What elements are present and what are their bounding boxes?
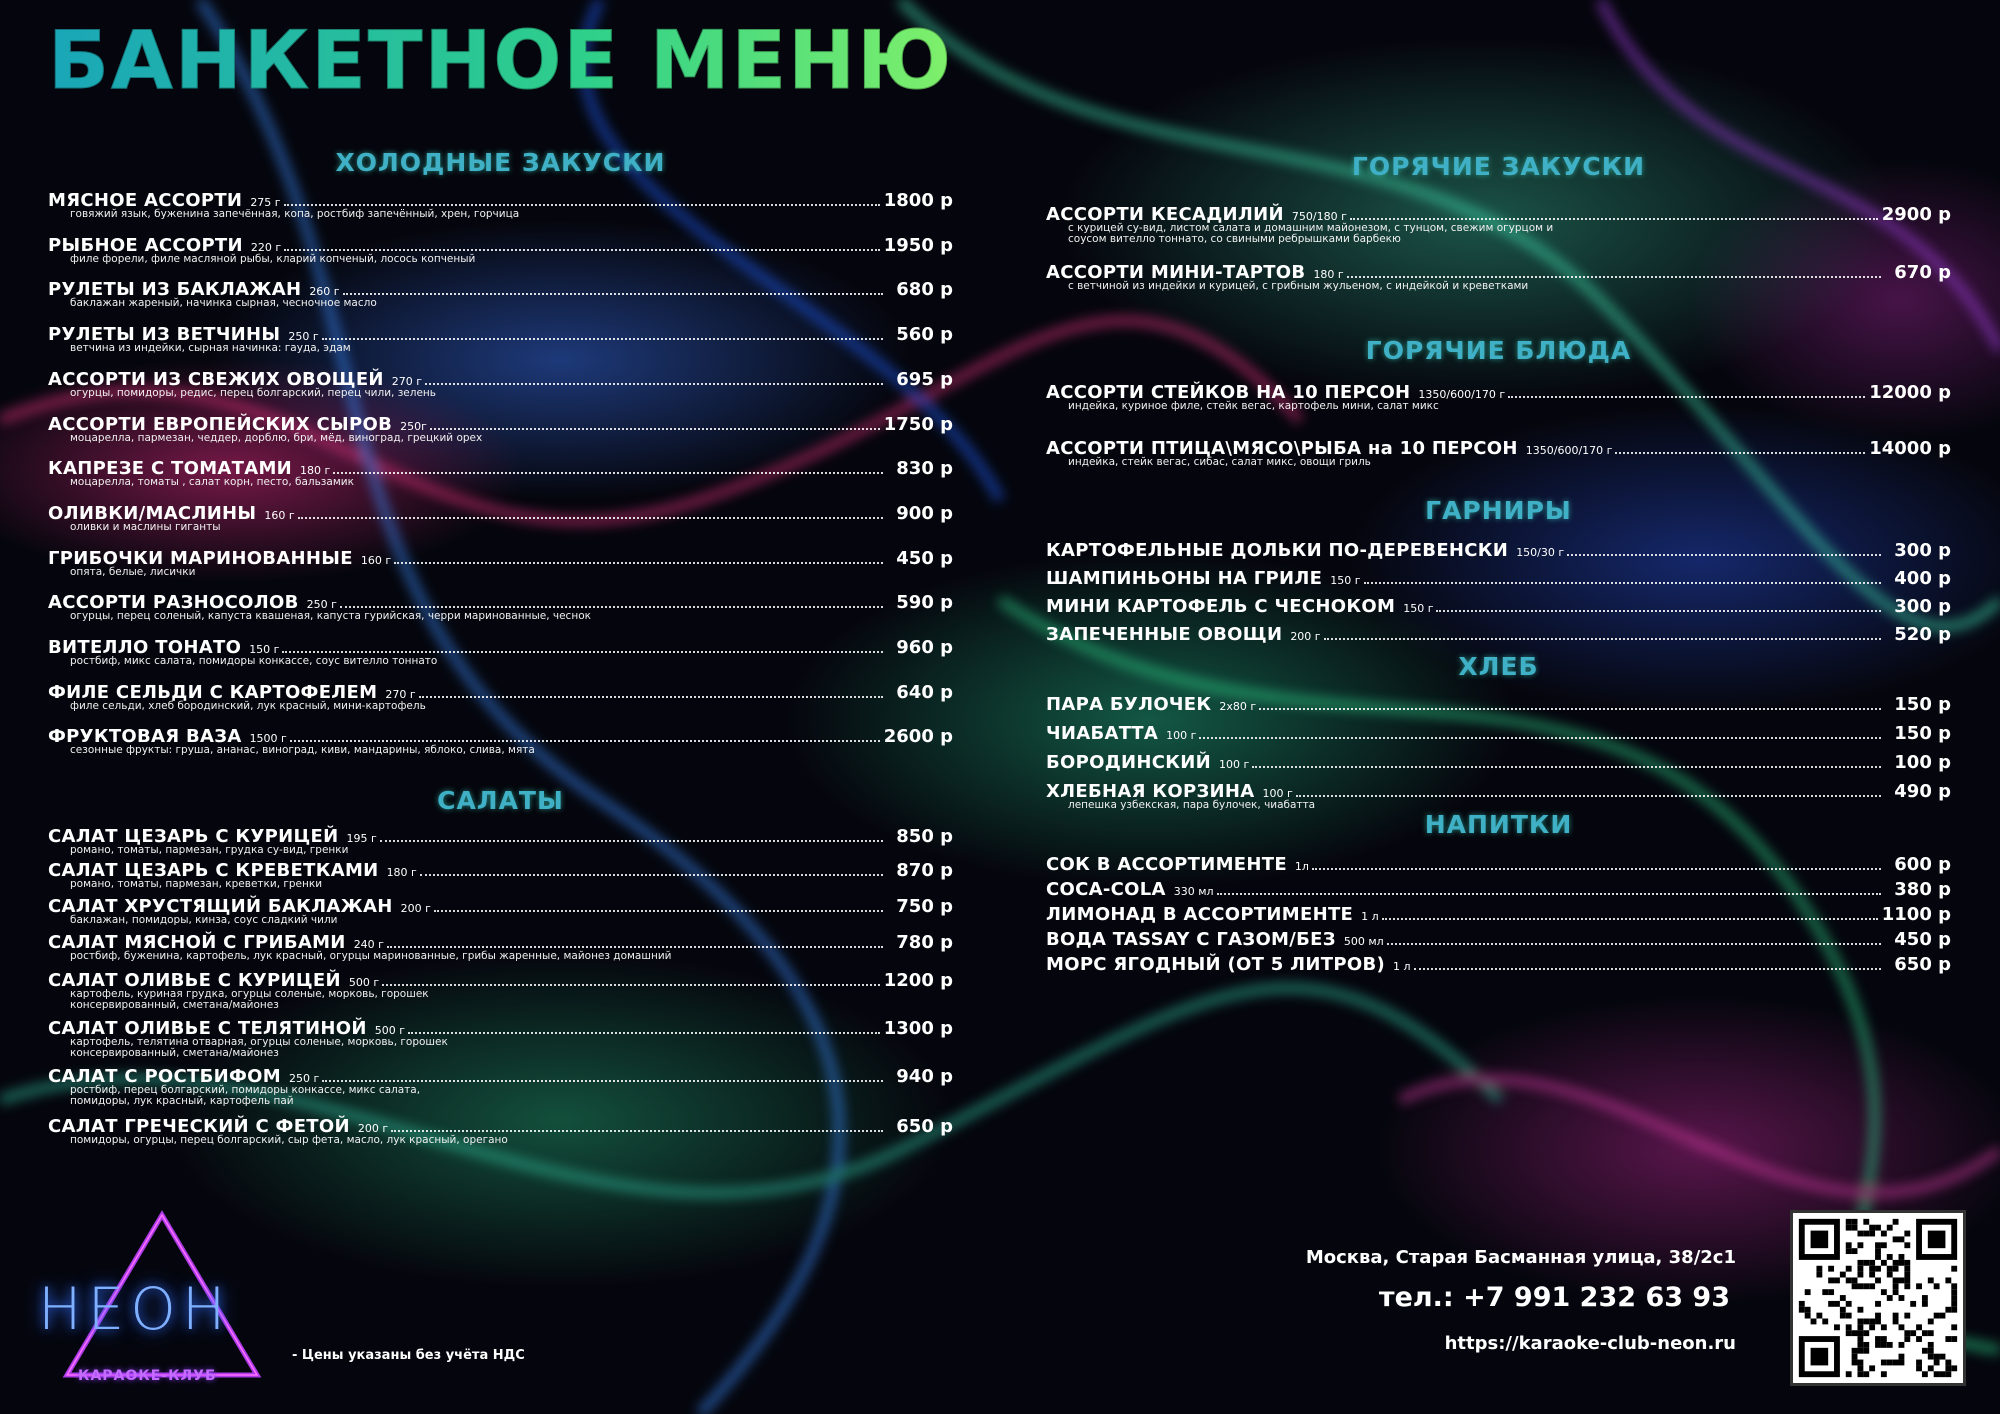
dot-leader xyxy=(419,696,883,698)
item-description: ветчина из индейки, сырная начинка: гауда, эдам xyxy=(70,342,351,355)
item-price: 14000 р xyxy=(1869,438,1951,459)
item-weight: 1 л xyxy=(1361,910,1379,923)
section-cold-snacks xyxy=(48,148,953,768)
item-weight: 250 г xyxy=(306,598,337,612)
item-weight: 150/30 г xyxy=(1516,546,1565,559)
item-description: моцарелла, пармезан, чеддер, дорблю, бри, мёд, виноград, грецкий орех xyxy=(70,431,483,444)
qr-code[interactable] xyxy=(1790,1210,1966,1386)
item-description: филе сельди, хлеб бородинский, лук красный, мини-картофель xyxy=(70,699,426,712)
dot-leader xyxy=(387,946,883,948)
dot-leader xyxy=(1324,638,1881,640)
menu-item xyxy=(48,414,953,444)
item-description: огурцы, помидоры, редис, перец болгарский, перец чили, зелень xyxy=(70,386,436,399)
item-weight: 750/180 г xyxy=(1291,210,1347,223)
menu-item xyxy=(1046,929,1951,950)
item-description: баклажан жареный, начинка сырная, чесночное масло xyxy=(70,297,377,310)
dot-leader xyxy=(298,517,883,519)
item-description: картофель, телятина отварная, огурцы соленые, морковь, горошек консервированный, сметана/майонез xyxy=(70,1036,448,1059)
section-title: ХОЛОДНЫЕ ЗАКУСКИ xyxy=(335,148,666,177)
item-name: САЛАТ ГРЕЧЕСКИЙ С ФЕТОЙ xyxy=(48,1116,350,1137)
item-weight: 500 г xyxy=(348,976,380,989)
menu-item xyxy=(48,970,953,1011)
item-price: 2900 р xyxy=(1881,204,1951,225)
item-price: 590 р xyxy=(896,592,953,614)
item-name: АССОРТИ ПТИЦА\МЯСО\РЫБА на 10 ПЕРСОН xyxy=(1046,438,1518,459)
item-weight: 1500 г xyxy=(249,732,287,746)
dot-leader xyxy=(290,740,880,742)
dot-leader xyxy=(322,338,883,340)
dot-leader xyxy=(1296,795,1881,797)
item-name: САЛАТ С РОСТБИФОМ xyxy=(48,1066,281,1087)
item-price: 380 р xyxy=(1894,879,1951,900)
item-weight: 180 г xyxy=(300,464,331,478)
menu-item xyxy=(48,503,953,533)
item-price: 1800 р xyxy=(883,190,953,211)
dot-leader xyxy=(1259,708,1881,710)
page-title: БАНКЕТНОЕ МЕНЮ xyxy=(48,14,954,107)
item-name: РЫБНОЕ АССОРТИ xyxy=(48,234,243,256)
item-price: 100 р xyxy=(1894,752,1951,773)
item-description: огурцы, перец соленый, капуста квашеная, капуста гурийская, черри маринованные, чеснок xyxy=(70,610,591,623)
item-weight: 100 г xyxy=(1262,787,1293,800)
item-description: романо, томаты, пармезан, креветки, гренки xyxy=(70,878,323,890)
item-name: АССОРТИ СТЕЙКОВ НА 10 ПЕРСОН xyxy=(1046,382,1411,403)
menu-item xyxy=(48,932,953,962)
dot-leader xyxy=(434,910,883,912)
menu-item xyxy=(48,637,953,667)
dot-leader xyxy=(343,293,883,295)
menu-item xyxy=(48,826,953,856)
item-name: РУЛЕТЫ ИЗ БАКЛАЖАН xyxy=(48,279,302,301)
item-price: 640 р xyxy=(896,681,953,703)
item-weight: 1 л xyxy=(1393,960,1411,973)
section-title: ГОРЯЧИЕ ЗАКУСКИ xyxy=(1351,152,1646,181)
item-price: 600 р xyxy=(1894,854,1951,875)
dot-leader xyxy=(1199,737,1881,739)
dot-leader xyxy=(284,204,880,206)
item-weight: 195 г xyxy=(346,832,377,845)
dot-leader xyxy=(380,840,883,842)
dot-leader xyxy=(1217,893,1881,895)
section-bread xyxy=(1046,652,1951,811)
menu-item xyxy=(1046,624,1951,645)
item-description: романо, томаты, пармезан, грудка су-вид, гренки xyxy=(70,844,349,856)
item-name: ФИЛЕ СЕЛЬДИ С КАРТОФЕЛЕМ xyxy=(48,681,378,703)
menu-item xyxy=(1046,954,1951,975)
item-name: САЛАТ ОЛИВЬЕ С ТЕЛЯТИНОЙ xyxy=(48,1018,367,1039)
item-weight: 270 г xyxy=(391,374,423,388)
item-weight: 500 г xyxy=(374,1024,406,1037)
dot-leader xyxy=(1350,218,1878,220)
item-description: картофель, куриная грудка, огурцы соленые, морковь, горошек консервированный, сметана/майонез xyxy=(70,988,429,1011)
item-price: 1950 р xyxy=(883,234,953,256)
item-price: 1200 р xyxy=(883,970,953,991)
phone-number[interactable]: тел.: +7 991 232 63 93 xyxy=(1378,1282,1730,1313)
menu-item xyxy=(48,860,953,890)
dot-leader xyxy=(1347,276,1881,278)
menu-item xyxy=(1046,204,1951,245)
dot-leader xyxy=(1567,554,1881,556)
menu-item xyxy=(48,458,953,488)
item-name: КАРТОФЕЛЬНЫЕ ДОЛЬКИ ПО-ДЕРЕВЕНСКИ xyxy=(1046,540,1509,561)
item-description: помидоры, огурцы, перец болгарский, сыр фета, масло, лук красный, орегано xyxy=(70,1134,508,1146)
item-description: сезонные фрукты: груша, ананас, виноград, киви, мандарины, яблоко, слива, мята xyxy=(70,744,535,757)
item-name: АССОРТИ ИЗ СВЕЖИХ ОВОЩЕЙ xyxy=(48,368,384,390)
item-name: КАПРЕЗЕ С ТОМАТАМИ xyxy=(48,458,293,480)
item-price: 960 р xyxy=(896,637,953,658)
menu-item xyxy=(48,592,953,622)
item-weight: 260 г xyxy=(309,285,340,299)
item-name: ВОДА TASSAY С ГАЗОМ/БЕЗ xyxy=(1046,929,1336,950)
item-weight: 160 г xyxy=(360,553,392,567)
item-name: ЧИАБАТТА xyxy=(1046,723,1159,744)
item-weight: 220 г xyxy=(250,240,282,254)
item-price: 750 р xyxy=(896,896,953,917)
dot-leader xyxy=(340,606,883,608)
item-price: 850 р xyxy=(896,826,953,847)
dot-leader xyxy=(1364,582,1882,584)
item-weight: 270 г xyxy=(385,687,416,701)
menu-item xyxy=(1046,879,1951,900)
item-price: 300 р xyxy=(1894,596,1951,617)
item-name: АССОРТИ ЕВРОПЕЙСКИХ СЫРОВ xyxy=(48,413,393,435)
item-price: 450 р xyxy=(896,547,953,569)
item-name: САЛАТ ЦЕЗАРЬ С КУРИЦЕЙ xyxy=(48,826,339,847)
menu-item xyxy=(48,324,953,354)
item-weight: 150 г xyxy=(249,643,280,656)
menu-item xyxy=(48,190,953,220)
menu-item xyxy=(48,1116,953,1146)
item-description: с ветчиной из индейки и курицей, с грибным жульеном, с индейкой и креветками xyxy=(1068,280,1529,292)
section-title: ГОРЯЧИЕ БЛЮДА xyxy=(1365,336,1632,365)
dot-leader xyxy=(420,874,883,876)
item-price: 400 р xyxy=(1894,568,1951,589)
item-price: 680 р xyxy=(896,279,953,301)
item-price: 650 р xyxy=(1894,954,1951,975)
item-price: 695 р xyxy=(896,368,953,390)
item-name: АССОРТИ РАЗНОСОЛОВ xyxy=(48,592,299,614)
item-name: РУЛЕТЫ ИЗ ВЕТЧИНЫ xyxy=(48,324,281,346)
menu-item xyxy=(1046,262,1951,292)
dot-leader xyxy=(382,984,880,986)
item-description: ростбиф, перец болгарский, помидоры конкассе, микс салата, помидоры, лук красный, картофель пай xyxy=(70,1084,421,1107)
item-weight: 1л xyxy=(1294,860,1309,873)
item-weight: 180 г xyxy=(386,866,417,879)
section-title: ХЛЕБ xyxy=(1458,652,1539,681)
section-title: ГАРНИРЫ xyxy=(1425,496,1572,525)
item-price: 780 р xyxy=(896,932,953,953)
item-name: БОРОДИНСКИЙ xyxy=(1046,752,1212,773)
item-weight: 275 г xyxy=(250,196,281,209)
item-price: 300 р xyxy=(1894,540,1951,561)
section-hot-snacks xyxy=(1046,152,1951,312)
dot-leader xyxy=(1436,610,1881,612)
item-name: МЯСНОЕ АССОРТИ xyxy=(48,190,243,211)
item-name: САЛАТ ЦЕЗАРЬ С КРЕВЕТКАМИ xyxy=(48,860,379,881)
menu-item xyxy=(48,1066,953,1107)
item-name: АССОРТИ МИНИ-ТАРТОВ xyxy=(1046,262,1306,283)
menu-item xyxy=(1046,694,1951,715)
vat-note: - Цены указаны без учёта НДС xyxy=(292,1348,525,1363)
item-description: моцарелла, томаты , салат корн, песто, бальзамик xyxy=(70,476,354,489)
logo-wordmark: НЕОН xyxy=(38,1275,232,1343)
item-weight: 250 г xyxy=(288,330,319,344)
section-garnish xyxy=(1046,496,1951,645)
item-description: опята, белые, лисички xyxy=(70,565,196,578)
item-description: филе форели, филе масляной рыбы, кларий копченый, лосось копченый xyxy=(70,252,476,265)
dot-leader xyxy=(425,383,883,385)
menu-item xyxy=(48,235,953,265)
logo-subtitle: КАРАОКЕ-КЛУБ xyxy=(78,1368,217,1384)
item-price: 12000 р xyxy=(1869,382,1951,403)
menu-item xyxy=(1046,723,1951,744)
item-description: оливки и маслины гиганты xyxy=(70,520,221,533)
dot-leader xyxy=(394,562,883,564)
item-weight: 200 г xyxy=(1290,630,1321,643)
dot-leader xyxy=(1508,396,1865,398)
menu-item xyxy=(48,1018,953,1059)
item-name: ЗАПЕЧЕННЫЕ ОВОЩИ xyxy=(1046,624,1283,645)
item-weight: 200 г xyxy=(357,1122,389,1135)
item-description: говяжий язык, буженина запечённая, копа, ростбиф запечённый, хрен, горчица xyxy=(70,208,520,220)
dot-leader xyxy=(284,249,880,251)
item-weight: 330 мл xyxy=(1173,885,1214,898)
dot-leader xyxy=(1387,943,1881,945)
item-weight: 100 г xyxy=(1219,758,1250,771)
section-drinks xyxy=(1046,810,1951,980)
item-description: индейка, стейк вегас, сибас, салат микс, овощи гриль xyxy=(1068,456,1371,468)
item-weight: 200 г xyxy=(400,902,431,915)
item-description: ростбиф, буженина, картофель, лук красный, огурцы маринованные, грибы жаренные, майонез домашний xyxy=(70,950,672,962)
item-name: ОЛИВКИ/МАСЛИНЫ xyxy=(48,502,257,524)
menu-item xyxy=(48,279,953,309)
menu-item xyxy=(1046,904,1951,925)
item-weight: 240 г xyxy=(353,938,384,951)
item-price: 450 р xyxy=(1894,929,1951,950)
menu-item xyxy=(1046,854,1951,875)
item-description: лепешка узбекская, пара булочек, чиабатта xyxy=(1068,799,1316,811)
item-name: СОК В АССОРТИМЕНТЕ xyxy=(1046,854,1287,875)
item-description: с курицей су-вид, листом салата и домашним майонезом, с тунцом, свежим огурцом и соусом вителло тоннато, со свиными ребрышками барбекю xyxy=(1068,222,1554,245)
item-name: ШАМПИНЬОНЫ НА ГРИЛЕ xyxy=(1046,568,1323,589)
menu-item xyxy=(1046,781,1951,811)
item-price: 1100 р xyxy=(1881,904,1951,925)
dot-leader xyxy=(333,472,883,474)
dot-leader xyxy=(1414,968,1881,970)
menu-item xyxy=(48,369,953,399)
item-price: 490 р xyxy=(1894,781,1951,802)
menu-item xyxy=(1046,568,1951,589)
menu-item xyxy=(1046,540,1951,561)
dot-leader xyxy=(430,428,880,430)
section-title: НАПИТКИ xyxy=(1424,810,1573,839)
item-name: САЛАТ ХРУСТЯЩИЙ БАКЛАЖАН xyxy=(48,896,393,917)
item-name: COCA-COLA xyxy=(1046,879,1166,900)
item-weight: 250г xyxy=(400,419,427,433)
item-name: ФРУКТОВАЯ ВАЗА xyxy=(48,726,242,748)
item-price: 520 р xyxy=(1894,624,1951,645)
menu-item xyxy=(1046,438,1951,468)
item-price: 150 р xyxy=(1894,723,1951,744)
item-name: ГРИБОЧКИ МАРИНОВАННЫЕ xyxy=(48,547,353,569)
item-weight: 100 г xyxy=(1166,729,1197,742)
item-name: САЛАТ ОЛИВЬЕ С КУРИЦЕЙ xyxy=(48,970,341,991)
item-weight: 160 г xyxy=(264,508,295,522)
item-name: ХЛЕБНАЯ КОРЗИНА xyxy=(1046,781,1255,802)
dot-leader xyxy=(1382,918,1878,920)
menu-item xyxy=(48,548,953,578)
item-name: АССОРТИ КЕСАДИЛИЙ xyxy=(1046,204,1284,225)
item-price: 1300 р xyxy=(883,1018,953,1039)
item-description: индейка, куриное филе, стейк вегас, картофель мини, салат микс xyxy=(1068,400,1439,412)
item-name: ПАРА БУЛОЧЕК xyxy=(1046,694,1212,715)
item-price: 670 р xyxy=(1894,262,1951,283)
item-price: 650 р xyxy=(896,1116,953,1137)
item-price: 940 р xyxy=(896,1066,953,1087)
item-weight: 250 г xyxy=(288,1072,320,1085)
menu-item xyxy=(48,682,953,712)
item-weight: 2x80 г xyxy=(1219,700,1257,713)
item-weight: 500 мл xyxy=(1343,935,1384,948)
item-name: ВИТЕЛЛО ТОНАТО xyxy=(48,637,242,658)
item-price: 150 р xyxy=(1894,694,1951,715)
dot-leader xyxy=(322,1080,883,1082)
section-title: САЛАТЫ xyxy=(437,786,564,815)
menu-item xyxy=(1046,752,1951,773)
item-weight: 1350/600/170 г xyxy=(1418,388,1506,401)
item-price: 560 р xyxy=(896,324,953,346)
dot-leader xyxy=(282,651,883,653)
item-weight: 1350/600/170 г xyxy=(1525,444,1613,457)
website-link[interactable]: https://karaoke-club-neon.ru xyxy=(1444,1333,1736,1354)
item-description: ростбиф, микс салата, помидоры конкассе, соус вителло тоннато xyxy=(70,655,438,667)
item-price: 830 р xyxy=(896,458,953,480)
item-weight: 150 г xyxy=(1403,602,1434,615)
item-weight: 180 г xyxy=(1313,268,1344,281)
item-name: ЛИМОНАД В АССОРТИМЕНТЕ xyxy=(1046,904,1354,925)
item-name: МИНИ КАРТОФЕЛЬ С ЧЕСНОКОМ xyxy=(1046,596,1396,617)
item-weight: 150 г xyxy=(1330,574,1361,587)
section-salads xyxy=(48,786,953,1156)
address: Москва, Старая Басманная улица, 38/2с1 xyxy=(1305,1247,1736,1268)
dot-leader xyxy=(1252,766,1881,768)
item-name: САЛАТ МЯСНОЙ С ГРИБАМИ xyxy=(48,932,346,953)
item-price: 2600 р xyxy=(883,726,953,748)
item-price: 870 р xyxy=(896,860,953,881)
section-hot-dishes xyxy=(1046,336,1951,476)
dot-leader xyxy=(408,1032,880,1034)
dot-leader xyxy=(1312,868,1881,870)
item-price: 900 р xyxy=(896,502,953,524)
item-name: МОРС ЯГОДНЫЙ (ОТ 5 ЛИТРОВ) xyxy=(1046,954,1385,975)
menu-item xyxy=(1046,382,1951,412)
dot-leader xyxy=(1615,452,1865,454)
menu-item xyxy=(48,896,953,926)
dot-leader xyxy=(391,1130,883,1132)
menu-item xyxy=(1046,596,1951,617)
item-price: 1750 р xyxy=(883,413,953,435)
item-description: баклажан, помидоры, кинза, соус сладкий чили xyxy=(70,914,338,926)
menu-item xyxy=(48,726,953,756)
